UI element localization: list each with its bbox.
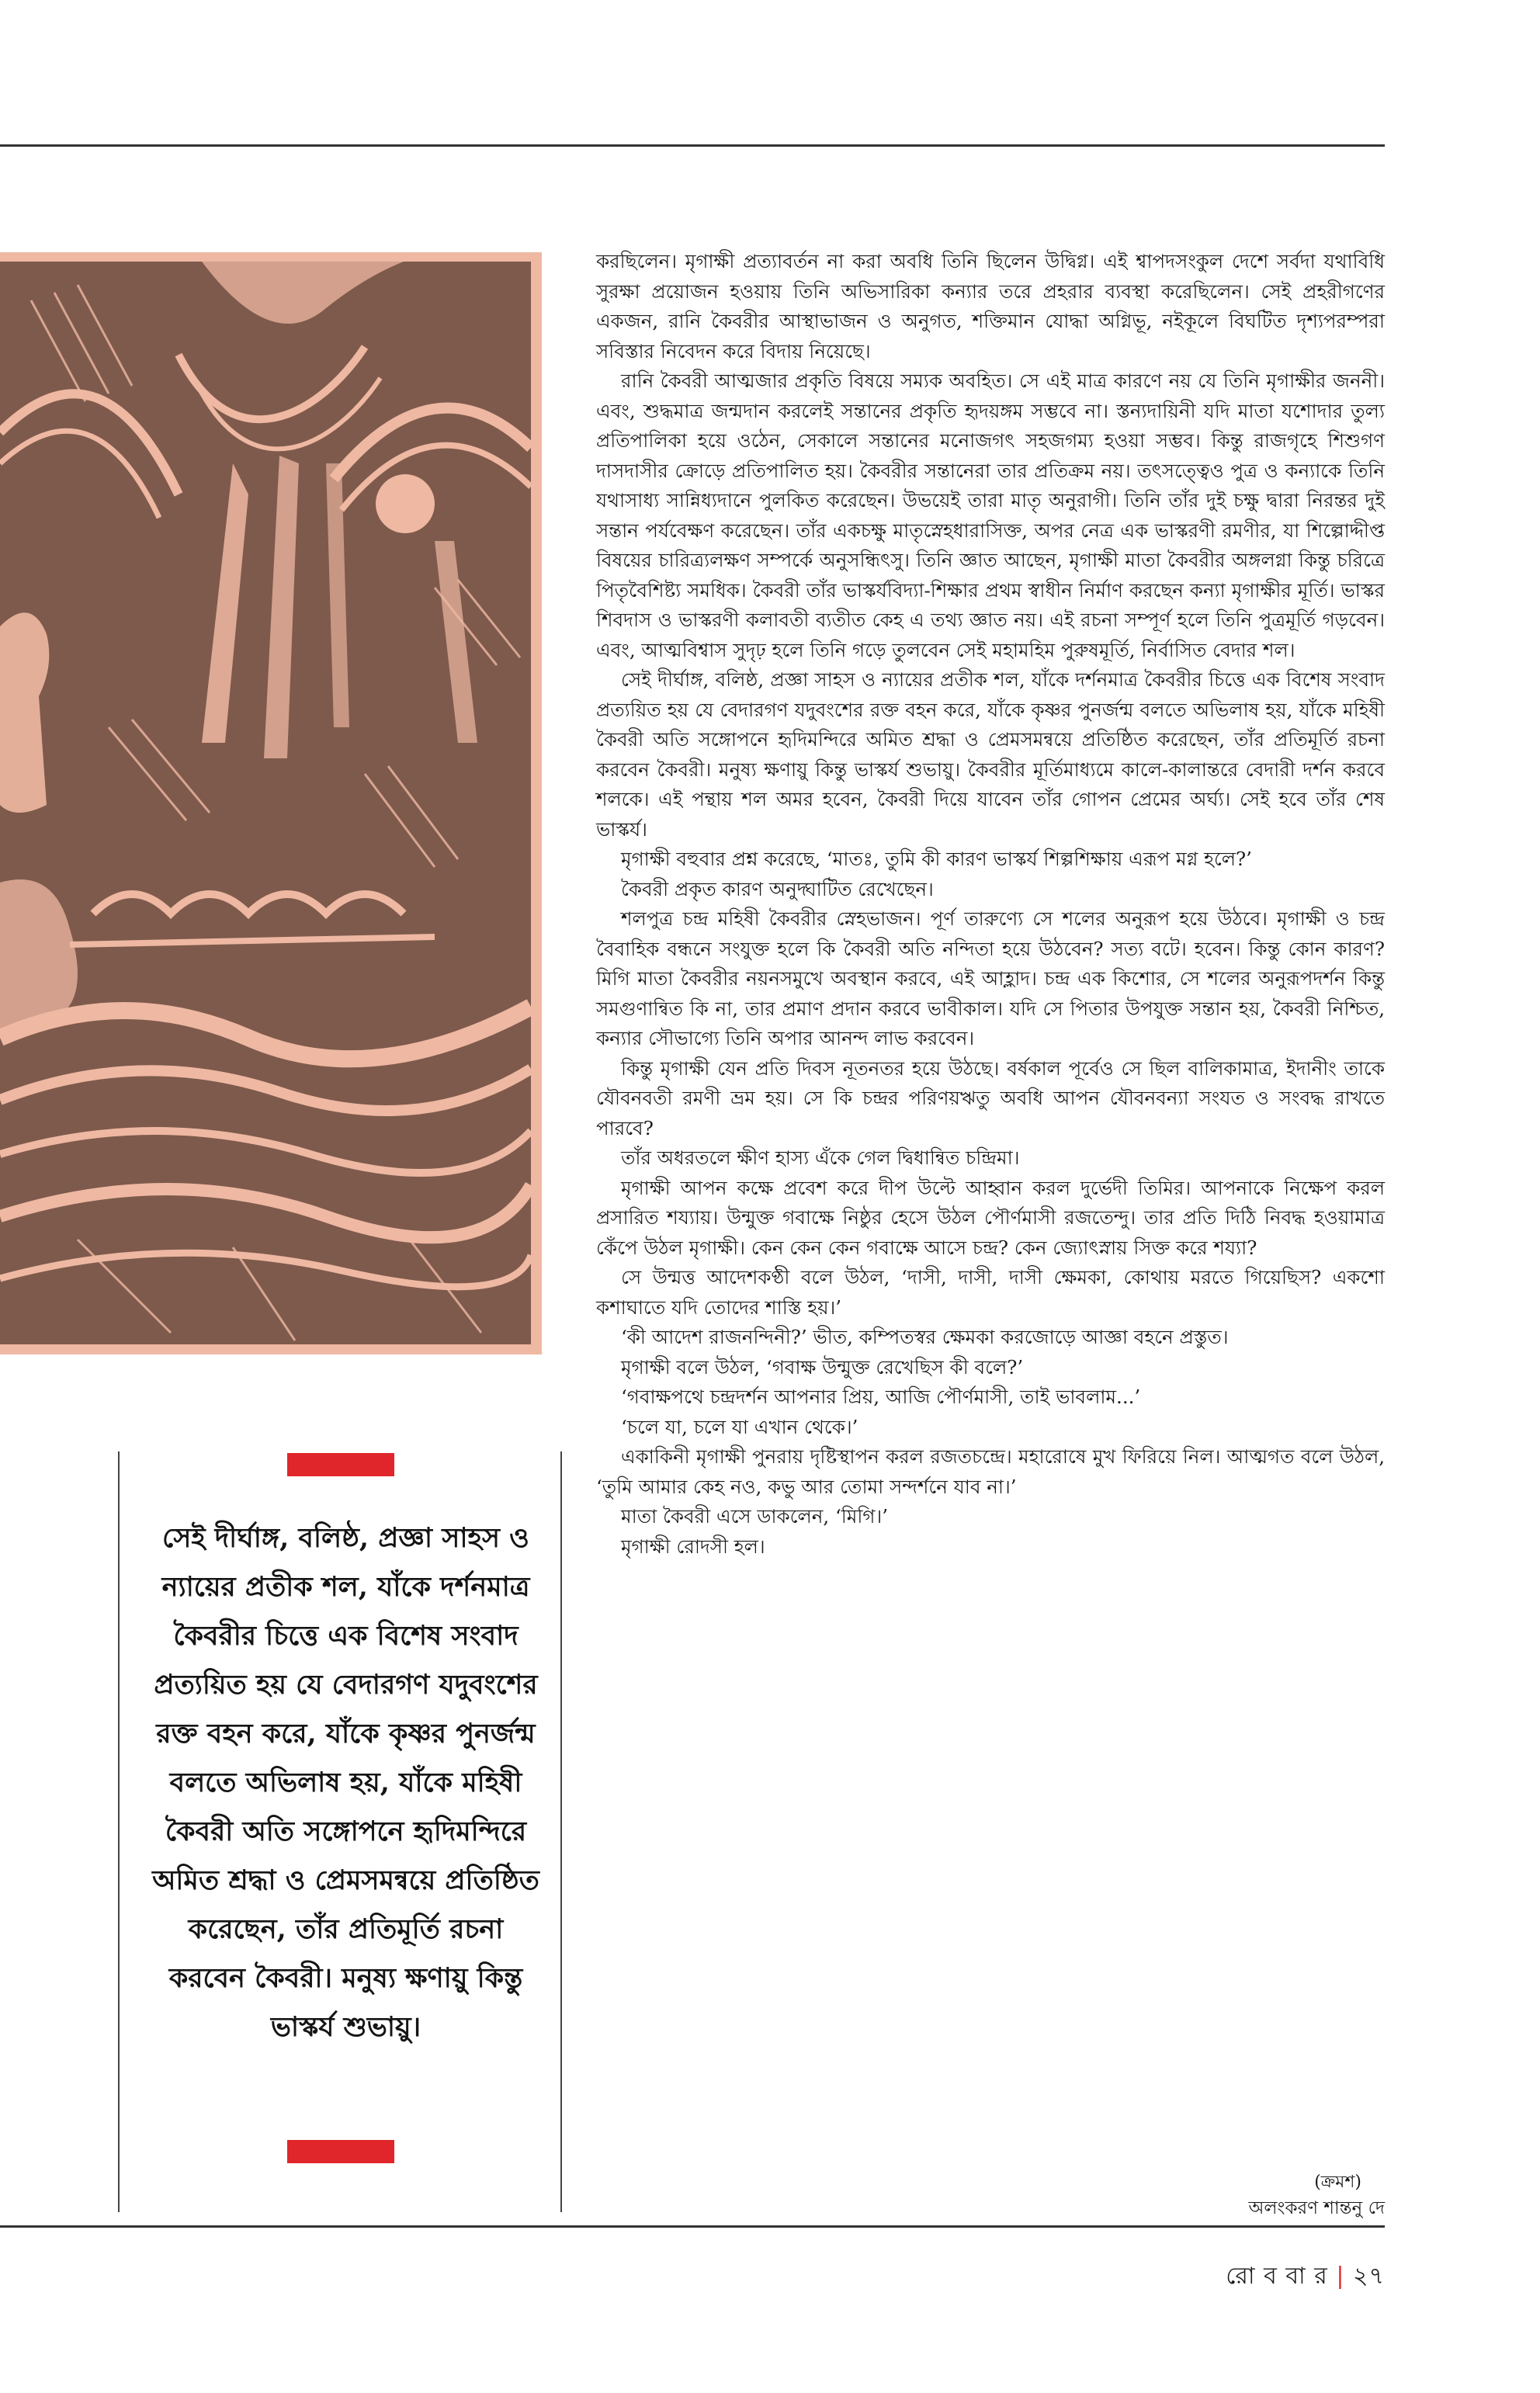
woodcut-illustration [0, 262, 531, 1344]
body-paragraph: মৃগাক্ষী রোদসী হল। [621, 1535, 765, 1558]
pullquote-right-rule [560, 1451, 562, 2212]
body-paragraph: মাতা কৈবরী এসে ডাকলেন, ‘মিগি।’ [621, 1505, 888, 1528]
bottom-rule [0, 2225, 1385, 2228]
magazine-name: রো ব বা র [1226, 2263, 1328, 2290]
pull-quote: সেই দীর্ঘাঙ্গ, বলিষ্ঠ, প্রজ্ঞা সাহস ও ন্যায়ের প্রতীক শল, যাঁকে দর্শনমাত্র কৈবরীর চিত্তে এক বিশেষ সংবাদ প্রত্যয়িত হয় যে বেদারগণ যদুবংশের রক্ত বহন করে, যাঁকে কৃষ্ণর পুনর্জন্ম বলতে অভিলাষ হয়, যাঁকে মহিষী কৈবরী অতি সঙ্গোপনে হৃদিমন্দিরে অমিত শ্রদ্ধা ও প্রেমসমন্বয়ে প্রতিষ্ঠিত করেছেন, তাঁর প্রতিমূর্তি রচনা করবেন কৈবরী। মনুষ্য ক্ষণায়ু কিন্তু ভাস্কর্য শুভায়ু। [152, 1522, 539, 2043]
body-paragraph: ‘গবাক্ষপথে চন্দ্রদর্শন আপনার প্রিয়, আজি পৌর্ণমাসী, তাই ভাবলাম...’ [621, 1386, 1141, 1408]
folio-separator: | [1336, 2263, 1345, 2290]
body-paragraph: মৃগাক্ষী বহুবার প্রশ্ন করেছে, ‘মাতঃ, তুমি কী কারণ ভাস্কর্য শিল্পশিক্ষায় এরূপ মগ্ন হলে?’ [621, 848, 1252, 870]
page-footer [1226, 2257, 1385, 2297]
body-paragraph: মৃগাক্ষী বলে উঠল, ‘গবাক্ষ উন্মুক্ত রেখেছিস কী বলে?’ [621, 1355, 1024, 1379]
pullquote-bottom-bar [287, 2140, 394, 2163]
article-body [596, 247, 1385, 1562]
body-paragraph: রানি কৈবরী আত্মজার প্রকৃতি বিষয়ে সম্যক অবহিত। সে এই মাত্র কারণে নয় যে তিনি মৃগাক্ষীর জননী। এবং, শুদ্ধমাত্র জন্মদান করলেই সন্তানের প্রকৃতি হৃদয়ঙ্গম সম্ভবে না। স্তন্যদায়িনী যদি মাতা যশোদার তুল্য প্রতিপালিকা হয়ে ওঠেন, সেকালে সন্তানের মনোজগৎ সহজগম্য হওয়া সম্ভব। কিন্তু রাজগৃহে শিশুগণ দাসদাসীর ক্রোড়ে প্রতিপালিত হয়। কৈবরীর সন্তানেরা তার প্রতিক্রম নয়। তৎসত্ত্বেও পুত্র ও কন্যাকে তিনি যথাসাধ্য সান্নিধ্যদানে পুলকিত করেছেন। উভয়েই তারা মাতৃ অনুরাগী। তিনি তাঁর দুই চক্ষু দ্বারা নিরন্তর দুই সন্তান পর্যবেক্ষণ করেছেন। তাঁর একচক্ষু মাতৃস্নেহধারাসিক্ত, অপর নেত্র এক ভাস্করণী রমণীর, যা শিল্পোদ্দীপ্ত বিষয়ের চারিত্র্যলক্ষণ সম্পর্কে অনুসন্ধিৎসু। তিনি জ্ঞাত আছেন, মৃগাক্ষী মাতা কৈবরীর অঙ্গলগ্না কিন্তু চরিত্রে পিতৃবৈশিষ্ট্য সমধিক। কৈবরী তাঁর ভাস্কর্যবিদ্যা-শিক্ষার প্রথম স্বাধীন নির্মাণ করছেন কন্যা মৃগাক্ষীর মূর্তি। ভাস্কর শিবদাস ও ভাস্করণী কলাবতী ব্যতীত কেহ এ তথ্য জ্ঞাত নয়। এই রচনা সম্পূর্ণ হলে তিনি পুত্রমূর্তি গড়বেন। এবং, আত্মবিশ্বাস সুদৃঢ় হলে তিনি গড়ে তুলবেন সেই মহামহিম পুরুষমূর্তি, নির্বাসিত বেদার শল। [596, 369, 1385, 661]
body-paragraph: তাঁর অধরতলে ক্ষীণ হাস্য এঁকে গেল দ্বিধান্বিত চন্দ্রিমা। [621, 1146, 1020, 1169]
page-number: ২৭ [1352, 2263, 1385, 2290]
illustration-credit: অলংকরণ শান্তনু দে [1248, 2198, 1385, 2218]
illustration-ink-field [0, 262, 531, 1344]
body-paragraph: সেই দীর্ঘাঙ্গ, বলিষ্ঠ, প্রজ্ঞা সাহস ও ন্যায়ের প্রতীক শল, যাঁকে দর্শনমাত্র কৈবরীর চিত্তে এক বিশেষ সংবাদ প্রত্যয়িত হয় যে বেদারগণ যদুবংশের রক্ত বহন করে, যাঁকে কৃষ্ণর পুনর্জন্ম বলতে অভিলাষ হয়, যাঁকে মহিষী কৈবরী অতি সঙ্গোপনে হৃদিমন্দিরে অমিত শ্রদ্ধা ও প্রেমসমন্বয়ে প্রতিষ্ঠিত করেছেন, তাঁর প্রতিমূর্তি রচনা করবেন কৈবরী। মনুষ্য ক্ষণায়ু কিন্তু ভাস্কর্য শুভায়ু। কৈবরীর মূর্তিমাধ্যমে কালে-কালান্তরে বেদারী দর্শন করবে শলকে। এই পন্থায় শল অমর হবেন, কৈবরী দিয়ে যাবেন তাঁর গোপন প্রেমের অর্ঘ্য। সেই হবে তাঁর শেষ ভাস্কর্য। [596, 668, 1385, 841]
body-paragraph: করছিলেন। মৃগাক্ষী প্রত্যাবর্তন না করা অবধি তিনি ছিলেন উদ্বিগ্ন। এই শ্বাপদসংকুল দেশে সর্বদা যথাবিধি সুরক্ষা প্রয়োজন হওয়ায় তিনি অভিসারিকা কন্যার তরে প্রহরার ব্যবস্থা করেছিলেন। সেই প্রহরীগণের একজন, রানি কৈবরীর আস্থাভাজন ও অনুগত, শক্তিমান যোদ্ধা অগ্নিভূ, নইকূলে বিঘটিত দৃশ্যপরম্পরা সবিস্তার নিবেদন করে বিদায় নিয়েছে। [596, 250, 1385, 362]
body-paragraph: শলপুত্র চন্দ্র মহিষী কৈবরীর স্নেহভাজন। পূর্ণ তারুণ্যে সে শলের অনুরূপ হয়ে উঠবে। মৃগাক্ষী ও চন্দ্র বৈবাহিক বন্ধনে সংযুক্ত হলে কি কৈবরী অতি নন্দিতা হয়ে উঠবেন? সত্য বটে। হবেন। কিন্তু কোন কারণ? মিগি মাতা কৈবরীর নয়নসমুখে অবস্থান করবে, এই আহ্লাদ। চন্দ্র এক কিশোর, সে শলের অনুরূপদর্শন কিন্তু সমগুণান্বিত কি না, তার প্রমাণ প্রদান করবে ভাবীকাল। যদি সে পিতার উপযুক্ত সন্তান হয়, কৈবরী নিশ্চিত, কন্যার সৌভাগ্যে তিনি অপার আনন্দ লাভ করবেন। [596, 907, 1385, 1049]
pullquote-left-rule [118, 1451, 120, 2212]
body-paragraph: সে উন্মত্ত আদেশকণ্ঠী বলে উঠল, ‘দাসী, দাসী, দাসী ক্ষেমকা, কোথায় মরতে গিয়েছিস? একশো কশাঘাতে যদি তোদের শাস্তি হয়।’ [596, 1266, 1385, 1319]
body-paragraph: একাকিনী মৃগাক্ষী পুনরায় দৃষ্টিস্থাপন করল রজতচন্দ্রে। মহারোষে মুখ ফিরিয়ে নিল। আত্মগত বলে উঠল, ‘তুমি আমার কেহ নও, কভু আর তোমা সন্দর্শনে যাব না।’ [596, 1445, 1385, 1498]
pullquote-top-bar [287, 1453, 394, 1476]
body-paragraph: মৃগাক্ষী আপন কক্ষে প্রবেশ করে দীপ উল্টে আহ্বান করল দুর্ভেদী তিমির। আপনাকে নিক্ষেপ করল প্রসারিত শয্যায়। উন্মুক্ত গবাক্ষে নিষ্ঠুর হেসে উঠল পৌর্ণমাসী রজতেন্দু। তার প্রতি দিঠি নিবদ্ধ হওয়ামাত্র কেঁপে উঠল মৃগাক্ষী। কেন কেন কেন গবাক্ষে আসে চন্দ্র? কেন জ্যোৎস্নায় সিক্ত করে শয্যা? [596, 1176, 1385, 1259]
body-paragraph: কৈবরী প্রকৃত কারণ অনুদ্ঘাটিত রেখেছেন। [621, 877, 934, 900]
body-paragraph: কিন্তু মৃগাক্ষী যেন প্রতি দিবস নূতনতর হয়ে উঠছে। বর্ষকাল পূর্বেও সে ছিল বালিকামাত্র, ইদানীং তাকে যৌবনবতী রমণী ভ্রম হয়। সে কি চন্দ্রর পরিণয়ঋতু অবধি আপন যৌবনবন্যা সংযত ও সংবদ্ধ রাখতে পারবে? [596, 1056, 1385, 1139]
story-illustration [0, 252, 542, 1354]
body-paragraph: ‘চলে যা, চলে যা এখান থেকে।’ [621, 1415, 858, 1438]
body-paragraph: ‘কী আদেশ রাজনন্দিনী?’ ভীত, কম্পিতস্বর ক্ষেমকা করজোড়ে আজ্ঞা বহনে প্রস্তুত। [621, 1326, 1229, 1348]
moon-shape [376, 474, 435, 533]
top-rule [0, 144, 1385, 147]
continued-label: (ক্রমশ) [1314, 2173, 1361, 2192]
